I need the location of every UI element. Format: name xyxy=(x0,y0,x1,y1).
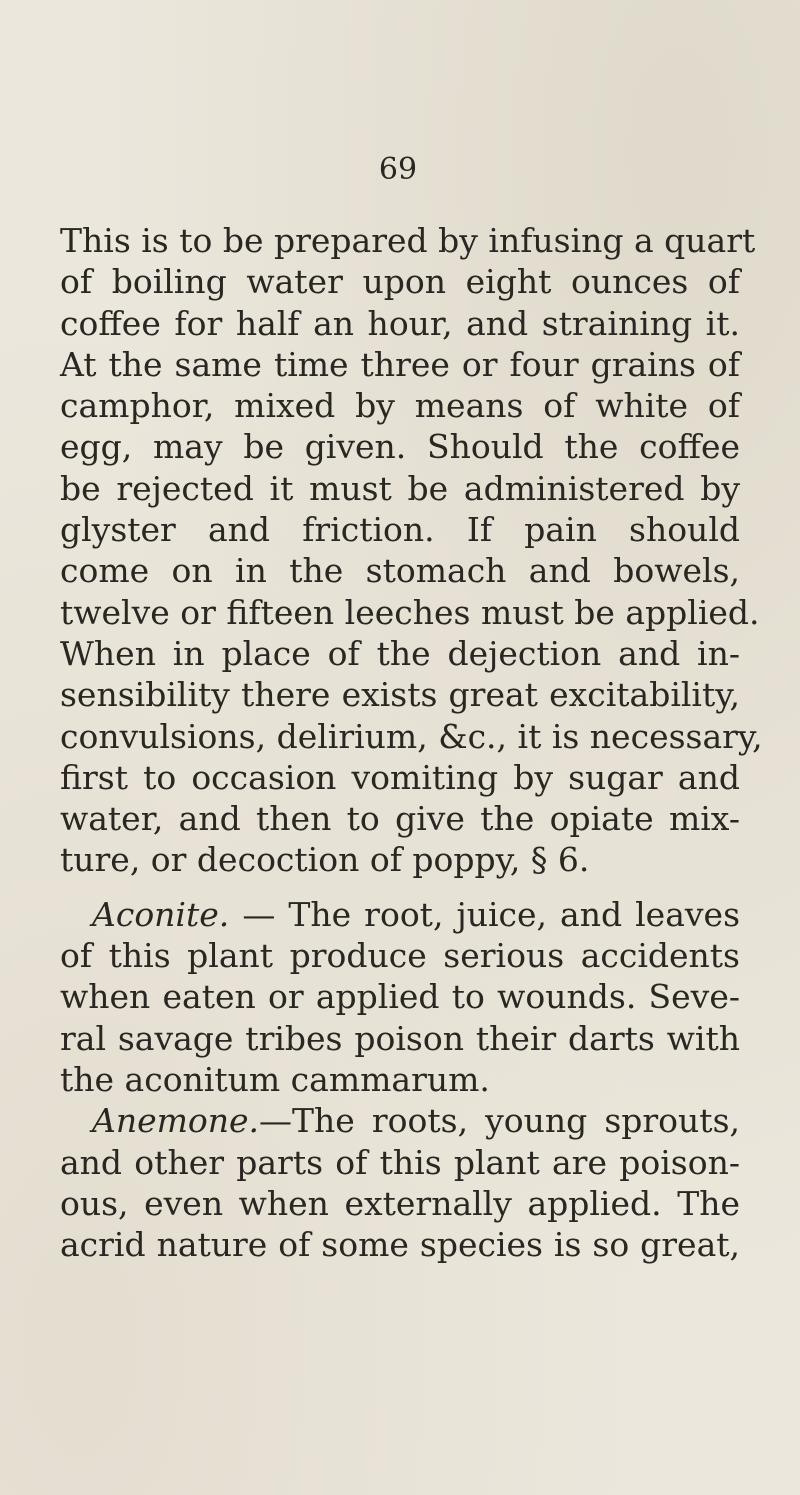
text-line: when eaten or applied to wounds. Seve- xyxy=(60,977,740,1017)
text-line: ture, or decoction of poppy, § 6. xyxy=(60,840,590,880)
text-line: ral savage tribes poison their darts with xyxy=(60,1018,740,1058)
text-line: the aconitum cammarum. xyxy=(60,1059,490,1099)
text-line: of boiling water upon eight ounces of xyxy=(60,262,740,302)
text-line: first to occasion vomiting by sugar and xyxy=(60,757,740,797)
paragraph-coffee-treatment xyxy=(60,220,763,881)
entry-term-anemone: Anemone. xyxy=(92,1101,260,1141)
paragraph-aconite xyxy=(60,894,740,1100)
entry-first-line xyxy=(60,1100,740,1141)
text-line: acrid nature of some species is so great, xyxy=(60,1225,740,1265)
text-line: convulsions, delirium, &c., it is necessary, xyxy=(60,716,763,756)
text-line: sensibility there exists great excitability, xyxy=(60,675,740,715)
text-line: ous, even when externally applied. The xyxy=(60,1183,740,1223)
text-line: of this plant produce serious accidents xyxy=(60,936,740,976)
page-number: 69 xyxy=(378,152,418,187)
text-line: and other parts of this plant are poison- xyxy=(60,1142,740,1182)
entry-first-line-text: — The root, juice, and leaves xyxy=(229,894,740,934)
entry-first-line-text: —The roots, young sprouts, xyxy=(259,1101,740,1141)
body-text xyxy=(60,220,763,1265)
entry-term-aconite: Aconite. xyxy=(92,894,230,934)
text-line: come on in the stomach and bowels, xyxy=(60,551,740,591)
text-line: coffee for half an hour, and straining it. xyxy=(60,303,740,343)
text-line: glyster and friction. If pain should xyxy=(60,510,740,550)
text-line: camphor, mixed by means of white of xyxy=(60,386,740,426)
text-line: be rejected it must be administered by xyxy=(60,468,740,508)
text-line: water, and then to give the opiate mix- xyxy=(60,799,740,839)
text-line: egg, may be given. Should the coffee xyxy=(60,427,740,467)
text-line: When in place of the dejection and in- xyxy=(60,633,740,673)
paragraph-anemone xyxy=(60,1100,740,1265)
text-line: twelve or fifteen leeches must be applied. xyxy=(60,592,760,632)
text-line: This is to be prepared by infusing a quart xyxy=(60,221,756,260)
text-line: At the same time three or four grains of xyxy=(60,344,740,384)
entry-first-line xyxy=(60,894,740,935)
